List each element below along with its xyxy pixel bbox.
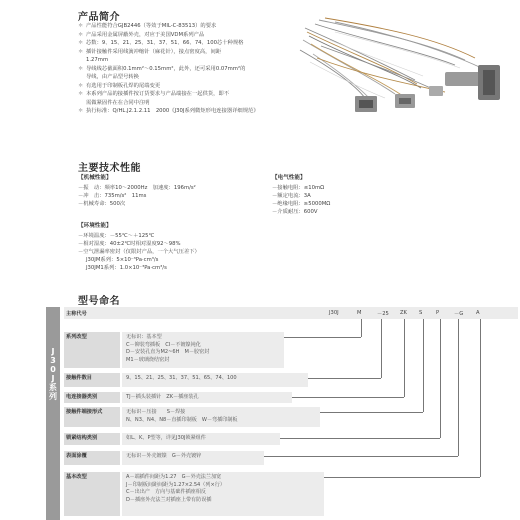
model-row-desc-line: M1－玻璃烧结密封 bbox=[126, 356, 170, 363]
env-specs bbox=[78, 222, 278, 273]
main-spec-title: 主要技术性能 bbox=[78, 163, 141, 174]
model-row-description bbox=[122, 407, 320, 427]
connector-line bbox=[458, 319, 459, 456]
bullet-star-icon: ＊ bbox=[78, 82, 84, 89]
model-row-desc-line: 如L、K、P型等，详见J30J锁紧组件 bbox=[126, 435, 206, 441]
intro-line-text: 产品采用金属屏蔽外壳，对应于美国VDM系列产品 bbox=[86, 31, 205, 38]
side-tab-char: 系 bbox=[49, 383, 57, 392]
intro-line bbox=[78, 82, 308, 91]
spec-line: －额定电流：3A bbox=[272, 193, 311, 200]
side-tab-char: J bbox=[51, 374, 55, 383]
intro-line-text: 导线，由产品型号转换 bbox=[86, 74, 139, 81]
model-code-segment: －25 bbox=[377, 311, 389, 317]
intro-list bbox=[78, 22, 308, 116]
connector-photo bbox=[295, 10, 515, 125]
connector-line bbox=[324, 477, 480, 478]
side-tab-char: J bbox=[51, 347, 55, 356]
model-row-desc-line: N、N3、N4、N8－直插印制板 W－弯插印制板 bbox=[126, 416, 238, 423]
intro-line bbox=[78, 48, 308, 57]
model-row-description bbox=[122, 433, 280, 445]
mech-title: 【机械性能】 bbox=[78, 175, 112, 181]
model-row-description bbox=[122, 332, 284, 368]
model-row-desc-line: 无标识：基本型 bbox=[126, 334, 162, 340]
model-title: 型号命名 bbox=[78, 296, 120, 307]
model-row-label: 电连接器类别 bbox=[64, 392, 120, 403]
model-code-segment: －G bbox=[454, 311, 464, 317]
env-title: 【环境性能】 bbox=[78, 223, 112, 229]
intro-line-text: 导线线芯截面积0.1mm²～0.15mm²，此外，还可采用0.07mm²的 bbox=[86, 65, 246, 72]
connector-line bbox=[308, 378, 381, 379]
code-row-label: 主称代号 bbox=[66, 311, 87, 317]
model-row-description bbox=[122, 392, 292, 403]
code-row bbox=[64, 307, 518, 319]
spec-line: －介质耐压：600V bbox=[272, 209, 318, 216]
model-row-description bbox=[122, 472, 324, 516]
intro-line bbox=[78, 39, 308, 48]
intro-line-text: 执行标准：Q/HL.J2.1.2.11 2000《J30J系列微矩形电连接器详细规范》 bbox=[86, 108, 259, 115]
intro-line-text: 芯数：9、15、21、25、31、37、51、66、74、100芯十种规格 bbox=[86, 40, 244, 47]
model-row-desc-line: 无标识－外壳镀镍 G－外壳镀锌 bbox=[126, 453, 202, 459]
model-row-desc-line: TJ－插头装插针 ZK－插座装孔 bbox=[126, 394, 199, 400]
intro-line bbox=[78, 65, 308, 74]
model-row-description bbox=[122, 373, 308, 387]
side-tab-char: 3 bbox=[50, 356, 56, 365]
connector-line bbox=[292, 397, 404, 398]
bullet-star-icon: ＊ bbox=[78, 40, 84, 47]
intro-line bbox=[78, 56, 308, 65]
intro-title: 产品简介 bbox=[78, 12, 120, 23]
bullet-star-icon: ＊ bbox=[78, 91, 84, 98]
model-code-segment: M bbox=[357, 310, 362, 316]
model-code-segment: ZK bbox=[400, 310, 407, 316]
intro-line-text: 1.27mm bbox=[86, 57, 109, 64]
mech-specs bbox=[78, 174, 268, 208]
intro-line bbox=[78, 73, 308, 82]
model-row-label: 表面涂覆 bbox=[64, 451, 120, 465]
connector-line bbox=[381, 319, 382, 378]
spec-line: －环境温度：－55℃～＋125℃ bbox=[78, 233, 155, 240]
model-code-segment: J30J bbox=[329, 310, 339, 316]
elec-title: 【电气性能】 bbox=[272, 175, 306, 181]
connector-line bbox=[404, 319, 405, 397]
model-row-desc-line: 无标识－压接 S－焊接 bbox=[126, 409, 186, 415]
intro-line bbox=[78, 31, 308, 40]
model-row-label: 接触件端接形式 bbox=[64, 407, 120, 427]
series-side-tab-label bbox=[47, 347, 59, 401]
intro-line bbox=[78, 99, 308, 108]
model-row-desc-line: A－端插件间距为1.27 G－外壳法兰加宽 bbox=[126, 474, 222, 480]
spec-line: J30JM系列：5×10⁻³Pa·cm³/s bbox=[86, 257, 159, 264]
intro-line-text: 本系列产品的接插件按订货要求与产品端接在一起供货，即不 bbox=[86, 91, 230, 98]
connector-line bbox=[320, 412, 423, 413]
spec-line: －冲 击：735m/s² 11ms bbox=[78, 193, 147, 200]
bullet-star-icon: ＊ bbox=[78, 108, 84, 115]
model-row-label: 接触件数目 bbox=[64, 373, 120, 387]
model-row-label: 系列改型 bbox=[64, 332, 120, 368]
connector-line bbox=[284, 337, 361, 338]
model-row-label: 基本改型 bbox=[64, 472, 120, 516]
model-row-label: 锁紧结构类别 bbox=[64, 433, 120, 445]
model-row-desc-line: C－铆装弯插板 CI－不镀镍钝化 bbox=[126, 341, 201, 348]
model-row-desc-line: 9、15、21、25、31、37、51、65、74、100 bbox=[126, 375, 237, 381]
intro-line-text: 需做紧固件在在合同中注明 bbox=[86, 99, 150, 106]
intro-line-text: 产品性能符合GJB2446（等效于MIL-C-83513）的要求 bbox=[86, 23, 217, 29]
bullet-star-icon: ＊ bbox=[78, 23, 84, 29]
side-tab-char: 0 bbox=[50, 365, 56, 374]
bullet-star-icon: ＊ bbox=[78, 65, 84, 72]
spec-line: －空气泄漏率密封（仅限封产品，一个大气压差下） bbox=[78, 249, 200, 256]
model-code-segment: P bbox=[436, 310, 440, 316]
intro-line bbox=[78, 90, 308, 99]
connector-line bbox=[440, 319, 441, 438]
model-row-desc-line: D－插座外壳法兰对插座上带有防误插 bbox=[126, 496, 212, 503]
model-row-desc-line: J－印制板间距间距为1.27×2.54（列×行） bbox=[126, 481, 225, 488]
intro-line-text: 有选用于印制板孔焊的尾端变更 bbox=[86, 82, 161, 89]
intro-line-text: 插针接触件采用线簧冲缩针（麻花针），接点密度高，间距 bbox=[86, 48, 222, 55]
bullet-star-icon: ＊ bbox=[78, 48, 84, 55]
connector-line bbox=[264, 456, 458, 457]
side-tab-char: 列 bbox=[49, 392, 57, 401]
intro-line bbox=[78, 22, 308, 31]
connector-line bbox=[423, 319, 424, 412]
connector-line bbox=[280, 438, 440, 439]
model-code-segment: A bbox=[476, 310, 480, 316]
spec-line: －接触电阻：≤10mΩ bbox=[272, 185, 325, 192]
connector-line bbox=[480, 319, 481, 477]
spec-line: －机械寿命：500次 bbox=[78, 201, 126, 208]
spec-line: －绝缘电阻：≥5000MΩ bbox=[272, 201, 331, 208]
model-row-desc-line: D－安装孔直为M2~6H M－胶密封 bbox=[126, 349, 210, 356]
model-code-segment: S bbox=[419, 310, 423, 316]
connector-line bbox=[361, 319, 362, 337]
spec-line: －相对湿度：40±2℃时相对湿度92～98% bbox=[78, 241, 181, 248]
elec-specs bbox=[272, 174, 422, 216]
model-row-description bbox=[122, 451, 264, 465]
model-row-desc-line: C－出出产 方向与基础件插座相反 bbox=[126, 489, 206, 496]
spec-line: －振 动：频率10～2000Hz 加速度：196m/s² bbox=[78, 185, 196, 192]
intro-line bbox=[78, 107, 308, 116]
model-table bbox=[46, 307, 518, 520]
bullet-star-icon: ＊ bbox=[78, 31, 84, 38]
series-side-tab bbox=[46, 307, 60, 520]
spec-line: J30JM1系列：1.0×10⁻³Pa·cm³/s bbox=[86, 265, 167, 272]
